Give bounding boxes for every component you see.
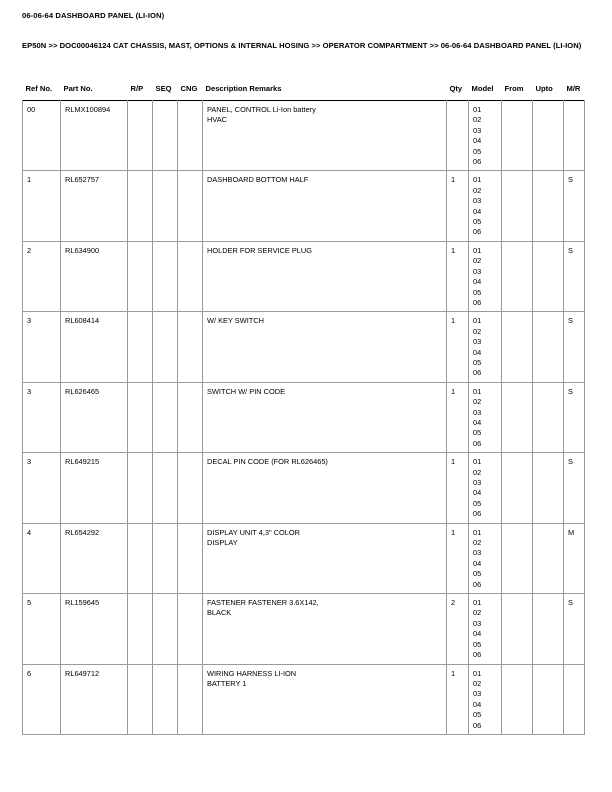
cell-from xyxy=(502,523,533,593)
cell-cng xyxy=(178,523,203,593)
cell-qty xyxy=(447,101,469,171)
cell-seq xyxy=(153,594,178,664)
column-header-description: Description Remarks xyxy=(205,84,282,93)
cell-rp xyxy=(128,312,153,382)
model-line: 02 xyxy=(473,608,482,618)
cell-ref-no: 3 xyxy=(23,312,61,382)
model-line: 05 xyxy=(473,639,482,649)
cell-ref-no: 00 xyxy=(23,101,61,171)
cell-description xyxy=(203,312,447,382)
cell-seq xyxy=(153,312,178,382)
table-row xyxy=(23,594,585,664)
column-header-part-no: Part No. xyxy=(63,84,93,93)
cell-from xyxy=(502,664,533,734)
parts-table xyxy=(22,84,585,735)
cell-rp xyxy=(128,453,153,523)
table-row xyxy=(23,312,585,382)
cell-mr: S xyxy=(564,453,585,523)
model-line: 04 xyxy=(473,417,482,427)
description-line: WIRING HARNESS LI-ION xyxy=(207,668,297,678)
cell-description xyxy=(203,382,447,452)
cell-description xyxy=(203,664,447,734)
model-line: 03 xyxy=(473,689,482,699)
cell-part-no: RL654292 xyxy=(61,523,128,593)
table-row xyxy=(23,101,585,171)
model-line: 06 xyxy=(473,438,482,448)
model-line: 02 xyxy=(473,538,482,548)
column-header-rp: R/P xyxy=(130,84,144,93)
description-line: W/ KEY SWITCH xyxy=(207,316,264,326)
cell-seq xyxy=(153,453,178,523)
description-line: DECAL PIN CODE (FOR RL626465) xyxy=(207,457,328,467)
model-line: 01 xyxy=(473,598,482,608)
cell-part-no: RLMX100894 xyxy=(61,101,128,171)
cell-mr: S xyxy=(564,382,585,452)
model-line: 05 xyxy=(473,357,482,367)
description-line: BATTERY 1 xyxy=(207,678,247,688)
table-row xyxy=(23,453,585,523)
model-line: 03 xyxy=(473,548,482,558)
model-line: 04 xyxy=(473,347,482,357)
cell-from xyxy=(502,382,533,452)
cell-description xyxy=(203,101,447,171)
model-line: 01 xyxy=(473,316,482,326)
model-line: 06 xyxy=(473,297,482,307)
parts-table-header xyxy=(23,84,585,101)
model-line: 03 xyxy=(473,266,482,276)
cell-cng xyxy=(178,241,203,311)
description-line: FASTENER FASTENER 3.6X142, xyxy=(207,598,319,608)
cell-ref-no: 5 xyxy=(23,594,61,664)
column-header-mr: M/R xyxy=(566,84,581,93)
cell-cng xyxy=(178,171,203,241)
cell-cng xyxy=(178,453,203,523)
model-line: 01 xyxy=(473,105,482,114)
description-line: SWITCH W/ PIN CODE xyxy=(207,386,286,396)
model-line: 01 xyxy=(473,386,482,396)
cell-mr: S xyxy=(564,171,585,241)
breadcrumb: EP50N >> DOC00046124 CAT CHASSIS, MAST, OPTIONS & INTERNAL HOSING >> OPERATOR COMPARTMENT >> 06-06-64 DASHBOARD PANEL (LI-ION) xyxy=(22,41,582,50)
table-row xyxy=(23,241,585,311)
model-line: 01 xyxy=(473,527,482,537)
cell-from xyxy=(502,171,533,241)
model-line: 01 xyxy=(473,668,482,678)
model-line: 02 xyxy=(473,115,482,125)
cell-qty: 2 xyxy=(447,594,469,664)
description-line: BLACK xyxy=(207,608,232,618)
cell-upto xyxy=(533,523,564,593)
table-row xyxy=(23,664,585,734)
model-line: 03 xyxy=(473,618,482,628)
model-line: 03 xyxy=(473,196,482,206)
model-line: 04 xyxy=(473,277,482,287)
cell-description xyxy=(203,523,447,593)
cell-part-no: RL608414 xyxy=(61,312,128,382)
cell-rp xyxy=(128,664,153,734)
cell-ref-no: 3 xyxy=(23,382,61,452)
cell-upto xyxy=(533,312,564,382)
cell-ref-no: 3 xyxy=(23,453,61,523)
cell-part-no: RL649712 xyxy=(61,664,128,734)
cell-seq xyxy=(153,664,178,734)
model-line: 02 xyxy=(473,326,482,336)
cell-model xyxy=(469,664,502,734)
model-line: 02 xyxy=(473,397,482,407)
model-line: 05 xyxy=(473,287,482,297)
cell-mr: M xyxy=(564,523,585,593)
cell-seq xyxy=(153,523,178,593)
cell-rp xyxy=(128,101,153,171)
cell-qty: 1 xyxy=(447,171,469,241)
cell-rp xyxy=(128,594,153,664)
table-row xyxy=(23,382,585,452)
cell-mr: S xyxy=(564,312,585,382)
model-line: 02 xyxy=(473,467,482,477)
cell-upto xyxy=(533,382,564,452)
cell-rp xyxy=(128,382,153,452)
cell-model xyxy=(469,171,502,241)
model-line: 06 xyxy=(473,720,482,730)
model-line: 04 xyxy=(473,558,482,568)
model-line: 02 xyxy=(473,185,482,195)
model-line: 06 xyxy=(473,509,482,519)
cell-qty: 1 xyxy=(447,382,469,452)
description-line: HOLDER FOR SERVICE PLUG xyxy=(207,245,312,255)
cell-upto xyxy=(533,171,564,241)
cell-qty: 1 xyxy=(447,312,469,382)
cell-description xyxy=(203,171,447,241)
cell-description xyxy=(203,453,447,523)
cell-description xyxy=(203,594,447,664)
cell-part-no: RL634900 xyxy=(61,241,128,311)
cell-mr: S xyxy=(564,241,585,311)
model-line: 01 xyxy=(473,175,482,185)
cell-model xyxy=(469,101,502,171)
cell-qty: 1 xyxy=(447,664,469,734)
description-line: DISPLAY xyxy=(207,538,238,548)
cell-upto xyxy=(533,664,564,734)
model-line: 05 xyxy=(473,498,482,508)
cell-seq xyxy=(153,382,178,452)
cell-model xyxy=(469,594,502,664)
cell-from xyxy=(502,453,533,523)
model-line: 04 xyxy=(473,629,482,639)
column-header-qty: Qty xyxy=(449,84,463,93)
cell-mr: S xyxy=(564,594,585,664)
cell-rp xyxy=(128,171,153,241)
description-line: HVAC xyxy=(207,115,227,125)
cell-cng xyxy=(178,101,203,171)
model-line: 06 xyxy=(473,157,482,167)
cell-mr xyxy=(564,664,585,734)
cell-upto xyxy=(533,594,564,664)
description-line: DISPLAY UNIT 4,3" COLOR xyxy=(207,527,300,537)
model-line: 03 xyxy=(473,478,482,487)
cell-model xyxy=(469,312,502,382)
cell-model xyxy=(469,453,502,523)
model-line: 03 xyxy=(473,337,482,347)
cell-rp xyxy=(128,241,153,311)
cell-ref-no: 2 xyxy=(23,241,61,311)
model-line: 04 xyxy=(473,206,482,216)
cell-qty: 1 xyxy=(447,453,469,523)
description-line: DASHBOARD BOTTOM HALF xyxy=(207,175,309,185)
cell-seq xyxy=(153,101,178,171)
cell-upto xyxy=(533,101,564,171)
model-line: 03 xyxy=(473,125,482,135)
cell-from xyxy=(502,101,533,171)
model-line: 03 xyxy=(473,407,482,417)
model-line: 06 xyxy=(473,368,482,378)
model-line: 04 xyxy=(473,699,482,709)
cell-qty: 1 xyxy=(447,241,469,311)
cell-model xyxy=(469,382,502,452)
cell-ref-no: 1 xyxy=(23,171,61,241)
cell-ref-no: 6 xyxy=(23,664,61,734)
cell-upto xyxy=(533,453,564,523)
cell-ref-no: 4 xyxy=(23,523,61,593)
model-line: 05 xyxy=(473,146,482,156)
cell-cng xyxy=(178,382,203,452)
cell-seq xyxy=(153,171,178,241)
table-row xyxy=(23,523,585,593)
column-header-upto: Upto xyxy=(535,84,553,93)
cell-mr xyxy=(564,101,585,171)
header-row xyxy=(23,84,585,101)
model-line: 01 xyxy=(473,457,482,467)
cell-seq xyxy=(153,241,178,311)
model-line: 04 xyxy=(473,136,482,146)
table-row xyxy=(23,171,585,241)
cell-from xyxy=(502,241,533,311)
cell-from xyxy=(502,594,533,664)
column-header-model: Model xyxy=(471,84,494,93)
column-header-cng: CNG xyxy=(180,84,198,93)
model-line: 06 xyxy=(473,227,482,237)
cell-model xyxy=(469,241,502,311)
cell-model xyxy=(469,523,502,593)
model-line: 05 xyxy=(473,710,482,720)
cell-cng xyxy=(178,594,203,664)
cell-part-no: RL626465 xyxy=(61,382,128,452)
model-line: 04 xyxy=(473,488,482,498)
column-header-ref-no: Ref No. xyxy=(25,84,53,93)
cell-part-no: RL649215 xyxy=(61,453,128,523)
cell-rp xyxy=(128,523,153,593)
cell-part-no: RL652757 xyxy=(61,171,128,241)
model-line: 02 xyxy=(473,256,482,266)
column-header-from: From xyxy=(504,84,524,93)
cell-part-no: RL159645 xyxy=(61,594,128,664)
model-line: 05 xyxy=(473,217,482,227)
column-header-seq: SEQ xyxy=(155,84,172,93)
parts-table-body xyxy=(23,101,585,735)
page-title: 06-06-64 DASHBOARD PANEL (LI-ION) xyxy=(22,11,165,20)
model-line: 02 xyxy=(473,678,482,688)
description-line: PANEL, CONTROL Li-Ion battery xyxy=(207,105,316,114)
cell-description xyxy=(203,241,447,311)
model-line: 01 xyxy=(473,245,482,255)
cell-upto xyxy=(533,241,564,311)
cell-qty: 1 xyxy=(447,523,469,593)
model-line: 06 xyxy=(473,579,482,589)
cell-cng xyxy=(178,312,203,382)
cell-cng xyxy=(178,664,203,734)
model-line: 05 xyxy=(473,428,482,438)
model-line: 05 xyxy=(473,569,482,579)
model-line: 06 xyxy=(473,650,482,660)
cell-from xyxy=(502,312,533,382)
